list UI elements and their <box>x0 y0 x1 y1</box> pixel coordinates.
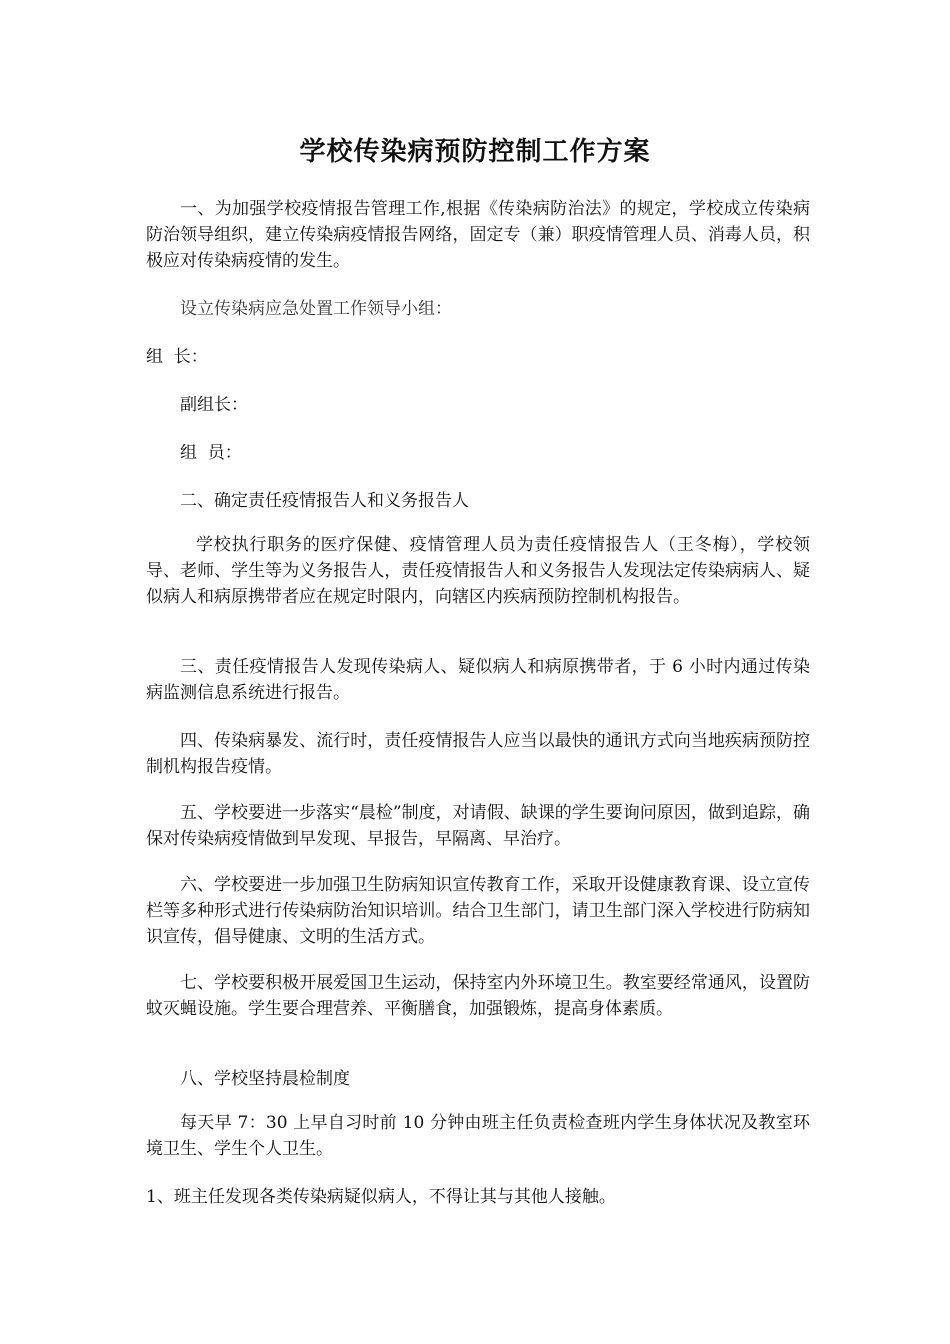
paragraph-2: 二、确定责任疫情报告人和义务报告人 <box>180 491 469 511</box>
paragraph-1: 一、为加强学校疫情报告管理工作,根据《传染病防治法》的规定，学校成立传染病防治领导组织，建立传染病疫情报告网络，固定专（兼）职疫情管理人员、消毒人员，积极应对传染病疫情的发生。 <box>146 199 810 271</box>
paragraph-5: 五、学校要进一步落实“晨检”制度，对请假、缺课的学生要询问原因，做到追踪，确保对传染病疫情做到早发现、早报告，早隔离、早治疗。 <box>146 803 810 849</box>
paragraph-group-members: 组 员： <box>180 443 242 463</box>
paragraph-6: 六、学校要进一步加强卫生防病知识宣传教育工作，采取开设健康教育课、设立宣传栏等多种形式进行传染病防治知识培训。结合卫生部门，请卫生部门深入学校进行防病知识宣传，倡导健康、文明的生活方式。 <box>146 875 810 947</box>
paragraph-8-item-1: 1、班主任发现各类传染病疑似病人，不得让其与其他人接触。 <box>146 1187 616 1207</box>
paragraph-8: 八、学校坚持晨检制度 <box>180 1069 350 1089</box>
document-title: 学校传染病预防控制工作方案 <box>299 137 651 167</box>
paragraph-8-detail: 每天早 7：30 上早自习时前 10 分钟由班主任负责检查班内学生身体状况及教室环境卫生、学生个人卫生。 <box>146 1113 810 1159</box>
paragraph-7: 七、学校要积极开展爱国卫生运动，保持室内外环境卫生。教室要经常通风，设置防蚊灭蝇设施。学生要合理营养、平衡膳食，加强锻炼，提高身体素质。 <box>146 973 810 1019</box>
paragraph-deputy-leader: 副组长： <box>180 395 248 415</box>
paragraph-group-leader: 组 长： <box>146 347 208 367</box>
paragraph-2-detail: 学校执行职务的医疗保健、疫情管理人员为责任疫情报告人（王冬梅），学校领导、老师、学生等为义务报告人，责任疫情报告人和义务报告人发现法定传染病病人、疑似病人和病原携带者应在规定时限内，向辖区内疾病预防控制机构报告。 <box>146 535 810 607</box>
paragraph-4: 四、传染病暴发、流行时，责任疫情报告人应当以最快的通讯方式向当地疾病预防控制机构报告疫情。 <box>146 731 810 777</box>
paragraph-leading-group: 设立传染病应急处置工作领导小组： <box>180 299 452 319</box>
paragraph-3: 三、责任疫情报告人发现传染病人、疑似病人和病原携带者，于 6 小时内通过传染病监测信息系统进行报告。 <box>146 657 810 703</box>
